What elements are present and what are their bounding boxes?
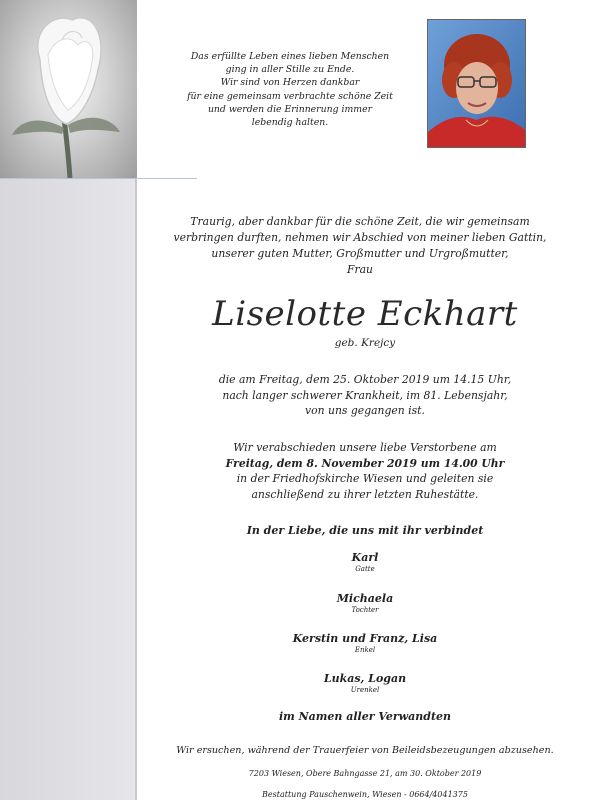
verse-line: lebendig halten.: [251, 117, 329, 129]
place-and-date: 7203 Wiesen, Obere Bahngasse 21, am 30. Oktober 2019: [248, 769, 482, 778]
death-line: von uns gegangen ist.: [305, 404, 425, 417]
condolence-request: Wir ersuchen, während der Trauerfeier von Beileidsbezeugungen abzusehen.: [176, 745, 554, 756]
maiden-name: geb. Krejcy: [334, 337, 396, 349]
undertaker: Bestattung Pauschenwein, Wiesen - 0664/4041375: [262, 790, 468, 799]
funeral-line: in der Friedhofskirche Wiesen und geleiten sie: [236, 472, 494, 485]
deceased-portrait: [427, 19, 526, 148]
rose-image: [0, 0, 137, 178]
verse-line: ging in aller Stille zu Ende.: [225, 64, 355, 76]
memorial-verse: [180, 50, 400, 129]
rose-icon: [0, 0, 137, 178]
mourner-name: Michaela: [336, 592, 394, 605]
mourner: [150, 592, 580, 615]
mourner-role: Enkel: [354, 646, 376, 654]
verse-line: Wir sind von Herzen dankbar: [220, 77, 360, 89]
verse-line: und werden die Erinnerung immer: [207, 103, 373, 115]
mourner-role: Tochter: [351, 606, 379, 614]
verse-line: für eine gemeinsam verbrachte schöne Zeit: [187, 90, 393, 102]
intro-line: Traurig, aber dankbar für die schöne Zeit, die wir gemeinsam: [190, 215, 530, 228]
mourner-role: Gatte: [355, 565, 375, 573]
all-relatives: im Namen aller Verwandten: [278, 710, 452, 723]
intro-line: verbringen durften, nehmen wir Abschied von meiner lieben Gattin,: [173, 231, 547, 244]
funeral-line: Wir verabschieden unsere liebe Verstorbene am: [233, 441, 497, 454]
mourner-name: Lukas, Logan: [323, 672, 407, 685]
intro-line: Frau: [346, 263, 374, 276]
intro-line: unserer guten Mutter, Großmutter und Urgroßmutter,: [211, 247, 509, 260]
mourner: [150, 551, 580, 574]
funeral-info: [150, 440, 580, 502]
death-line: nach langer schwerer Krankheit, im 81. Lebensjahr,: [222, 388, 508, 402]
love-line: In der Liebe, die uns mit ihr verbindet: [246, 524, 484, 537]
mourner: [150, 632, 580, 655]
verse-line: Das erfüllte Leben eines lieben Menschen: [190, 51, 390, 62]
deceased-name: Liselotte Eckhart: [212, 294, 518, 334]
death-notice: [150, 372, 580, 419]
funeral-date: Freitag, dem 8. November 2019 um 14.00 Uhr: [225, 456, 505, 470]
mourner-role: Urenkel: [350, 686, 380, 694]
funeral-line: anschließend zu ihrer letzten Ruhestätte.: [251, 487, 479, 501]
divider-line: [0, 178, 197, 179]
mourner: [150, 672, 580, 695]
death-line: die am Freitag, dem 25. Oktober 2019 um 14.15 Uhr,: [218, 373, 512, 386]
intro-text: [150, 214, 570, 278]
mourner-name: Karl: [351, 551, 379, 564]
mourner-name: Kerstin und Franz, Lisa: [292, 632, 438, 645]
